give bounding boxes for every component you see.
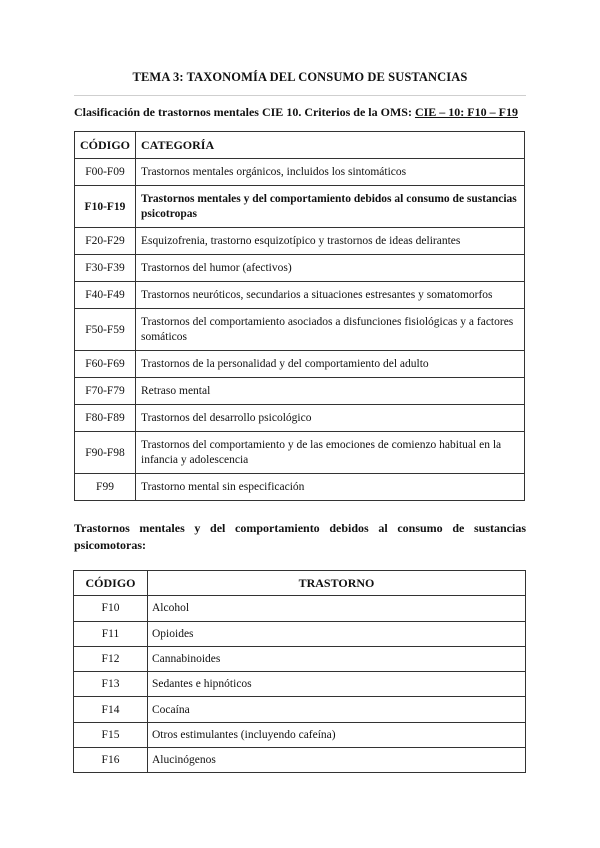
header-code: CÓDIGO (74, 571, 148, 596)
cie-link[interactable]: CIE – 10: F10 – F19 (414, 105, 518, 119)
table-row (74, 646, 526, 671)
table-row (75, 159, 525, 186)
row-code: F10 (74, 596, 148, 621)
header-disorder: TRASTORNO (148, 571, 526, 596)
row-category: Esquizofrenia, trastorno esquizotípico y trastornos de ideas delirantes (136, 228, 525, 255)
row-category: Trastornos mentales orgánicos, incluidos los sintomáticos (136, 159, 525, 186)
page-title: TEMA 3: TAXONOMÍA DEL CONSUMO DE SUSTANCIAS (132, 70, 468, 84)
row-code: F10-F19 (75, 186, 136, 228)
row-category: Retraso mental (136, 378, 525, 405)
row-category: Trastornos del humor (afectivos) (136, 255, 525, 282)
table-row (74, 672, 526, 697)
table-row (74, 748, 526, 773)
row-category: Trastornos del comportamiento asociados a disfunciones fisiológicas y a factores somáticos (136, 309, 525, 351)
row-category: Trastorno mental sin especificación (136, 474, 525, 501)
row-code: F14 (74, 697, 148, 722)
row-code: F90-F98 (75, 432, 136, 474)
row-code: F20-F29 (75, 228, 136, 255)
row-code: F99 (75, 474, 136, 501)
row-code: F80-F89 (75, 405, 136, 432)
table-row (75, 432, 525, 474)
row-category: Trastornos mentales y del comportamiento debidos al consumo de sustancias psicotropas (136, 186, 525, 228)
row-category: Trastornos del comportamiento y de las emociones de comienzo habitual en la infancia y adolescencia (136, 432, 525, 474)
header-category: CATEGORÍA (136, 132, 525, 159)
row-disorder: Otros estimulantes (incluyendo cafeína) (148, 722, 526, 747)
row-code: F70-F79 (75, 378, 136, 405)
header-code: CÓDIGO (75, 132, 136, 159)
classification-subtitle (74, 105, 534, 120)
row-code: F15 (74, 722, 148, 747)
table-row (74, 621, 526, 646)
row-code: F11 (74, 621, 148, 646)
row-code: F50-F59 (75, 309, 136, 351)
subtitle-text: Clasificación de trastornos mentales CIE 10. Criterios de la OMS: (74, 105, 415, 119)
row-disorder: Opioides (148, 621, 526, 646)
row-code: F12 (74, 646, 148, 671)
row-disorder: Alucinógenos (148, 748, 526, 773)
title-divider (74, 95, 526, 96)
table-row (75, 282, 525, 309)
row-disorder: Cocaína (148, 697, 526, 722)
row-category: Trastornos de la personalidad y del comportamiento del adulto (136, 351, 525, 378)
table-row (75, 351, 525, 378)
row-code: F00-F09 (75, 159, 136, 186)
table-row (75, 474, 525, 501)
table-row (75, 378, 525, 405)
row-category: Trastornos neuróticos, secundarios a situaciones estresantes y somatomorfos (136, 282, 525, 309)
table-row (74, 697, 526, 722)
table-row (75, 255, 525, 282)
section-heading: Trastornos mentales y del comportamiento debidos al consumo de sustancias psicomotoras: (74, 521, 526, 552)
table-row (75, 228, 525, 255)
table-row-highlighted (75, 186, 525, 228)
row-category: Trastornos del desarrollo psicológico (136, 405, 525, 432)
row-code: F30-F39 (75, 255, 136, 282)
table-row (74, 596, 526, 621)
table-header-row (74, 571, 526, 596)
cie10-category-table (74, 131, 525, 501)
row-code: F40-F49 (75, 282, 136, 309)
row-code: F16 (74, 748, 148, 773)
row-disorder: Cannabinoides (148, 646, 526, 671)
substance-disorder-table (73, 570, 526, 773)
table-header-row (75, 132, 525, 159)
row-code: F13 (74, 672, 148, 697)
table-row (74, 722, 526, 747)
row-disorder: Sedantes e hipnóticos (148, 672, 526, 697)
table-row (75, 309, 525, 351)
table-row (75, 405, 525, 432)
row-code: F60-F69 (75, 351, 136, 378)
row-disorder: Alcohol (148, 596, 526, 621)
